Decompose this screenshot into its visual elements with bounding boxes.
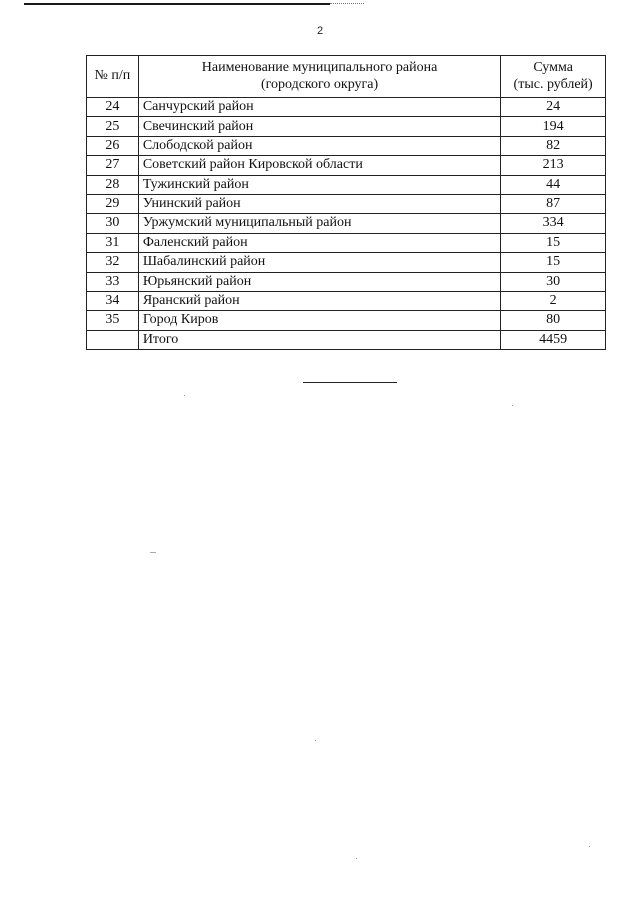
row-sum: 15	[501, 253, 606, 272]
row-name: Санчурский район	[138, 98, 500, 117]
row-name: Слободской район	[138, 136, 500, 155]
row-sum: 213	[501, 156, 606, 175]
header-num	[87, 56, 139, 98]
table-row	[87, 98, 606, 117]
row-name: Юрьянский район	[138, 272, 500, 291]
header-name-line2: (городского округа)	[260, 76, 379, 92]
table-row	[87, 156, 606, 175]
row-num: 27	[87, 156, 139, 175]
row-num: 24	[87, 98, 139, 117]
header-name	[138, 56, 500, 98]
total-num	[87, 330, 139, 349]
table-row	[87, 194, 606, 213]
row-num: 33	[87, 272, 139, 291]
row-sum: 44	[501, 175, 606, 194]
table-row	[87, 311, 606, 330]
row-sum: 194	[501, 117, 606, 136]
row-sum: 334	[501, 214, 606, 233]
row-name: Шабалинский район	[138, 253, 500, 272]
row-num: 34	[87, 291, 139, 310]
table-row	[87, 175, 606, 194]
row-name: Город Киров	[138, 311, 500, 330]
row-sum: 15	[501, 233, 606, 252]
row-name: Свечинский район	[138, 117, 500, 136]
header-num-label: № п/п	[94, 68, 131, 84]
row-name: Унинский район	[138, 194, 500, 213]
row-name: Фаленский район	[138, 233, 500, 252]
table-row	[87, 233, 606, 252]
total-sum: 4459	[501, 330, 606, 349]
row-num: 35	[87, 311, 139, 330]
table-row	[87, 291, 606, 310]
row-num: 30	[87, 214, 139, 233]
total-label: Итого	[138, 330, 500, 349]
row-sum: 80	[501, 311, 606, 330]
top-rule-tail	[330, 3, 364, 4]
header-sum	[501, 56, 606, 98]
row-sum: 24	[501, 98, 606, 117]
row-name: Яранский район	[138, 291, 500, 310]
scan-speck	[356, 858, 357, 859]
row-num: 25	[87, 117, 139, 136]
row-name: Советский район Кировской области	[138, 156, 500, 175]
scan-speck	[184, 395, 185, 396]
table-header-row	[87, 56, 606, 98]
table-row	[87, 136, 606, 155]
row-sum: 30	[501, 272, 606, 291]
header-sum-line1: Сумма	[533, 60, 573, 76]
total-row	[87, 330, 606, 349]
row-name: Уржумский муниципальный район	[138, 214, 500, 233]
scan-speck	[315, 740, 316, 741]
table-row	[87, 272, 606, 291]
row-num: 29	[87, 194, 139, 213]
row-num: 32	[87, 253, 139, 272]
table-row	[87, 117, 606, 136]
page-number: 2	[316, 25, 324, 37]
row-num: 31	[87, 233, 139, 252]
row-name: Тужинский район	[138, 175, 500, 194]
scan-speck	[512, 405, 513, 406]
row-sum: 87	[501, 194, 606, 213]
row-sum: 2	[501, 291, 606, 310]
top-rule	[24, 3, 330, 5]
scan-speck	[150, 552, 156, 553]
header-name-line1: Наименование муниципального района	[201, 60, 438, 76]
table-row	[87, 214, 606, 233]
end-of-table-rule	[303, 382, 397, 383]
districts-table	[86, 55, 606, 350]
row-num: 26	[87, 136, 139, 155]
row-num: 28	[87, 175, 139, 194]
row-sum: 82	[501, 136, 606, 155]
table-row	[87, 253, 606, 272]
scan-speck	[589, 846, 590, 847]
header-sum-line2: (тыс. рублей)	[513, 76, 593, 92]
